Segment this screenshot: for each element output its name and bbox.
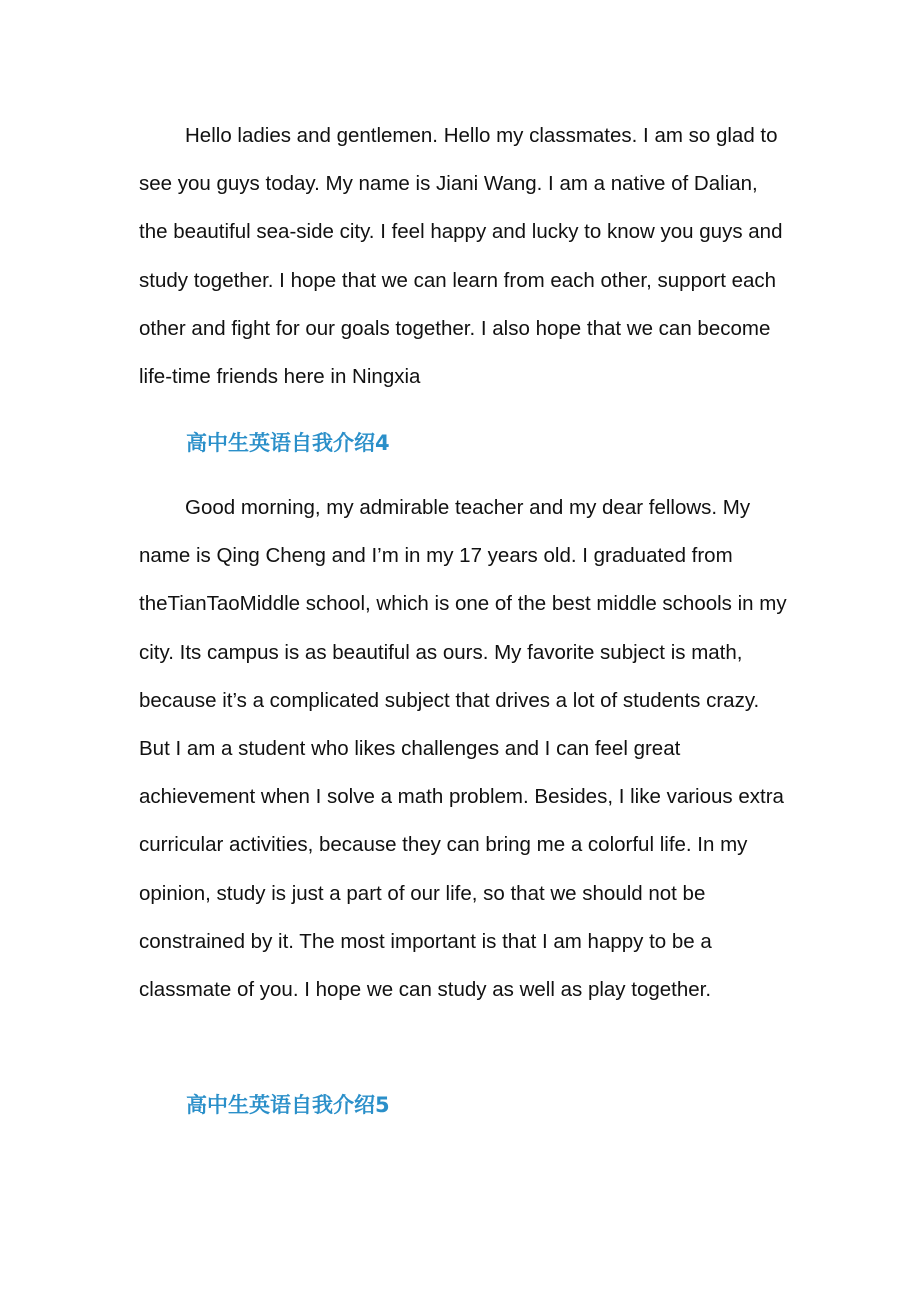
section-heading-5: 高中生英语自我介绍5: [186, 1093, 390, 1117]
section-heading-4: 高中生英语自我介绍4: [186, 431, 390, 455]
intro-paragraph-4: Good morning, my admirable teacher and my dear fellows. My name is Qing Cheng and I’m in my 17 years old. I graduated from theTianTaoMiddle school, which is one of the best middle schools in my city. Its campus is as beautiful as ours. My favorite subject is math, because it’s a complicated subject that drives a lot of students crazy. But I am a student who likes challenges and I can feel great achievement when I solve a math problem. Besides, I like various extra curricular activities, because they can bring me a colorful life. In my opinion, study is just a part of our life, so that we should not be constrained by it. The most important is that I am happy to be a classmate of you. I hope we can study as well as play together.: [139, 496, 787, 1002]
intro-paragraph-3: Hello ladies and gentlemen. Hello my classmates. I am so glad to see you guys today. My name is Jiani Wang. I am a native of Dalian, the beautiful sea-side city. I feel happy and lucky to know you guys and study together. I hope that we can learn from each other, support each other and fight for our goals together. I also hope that we can become life-time friends here in Ningxia: [139, 124, 783, 389]
